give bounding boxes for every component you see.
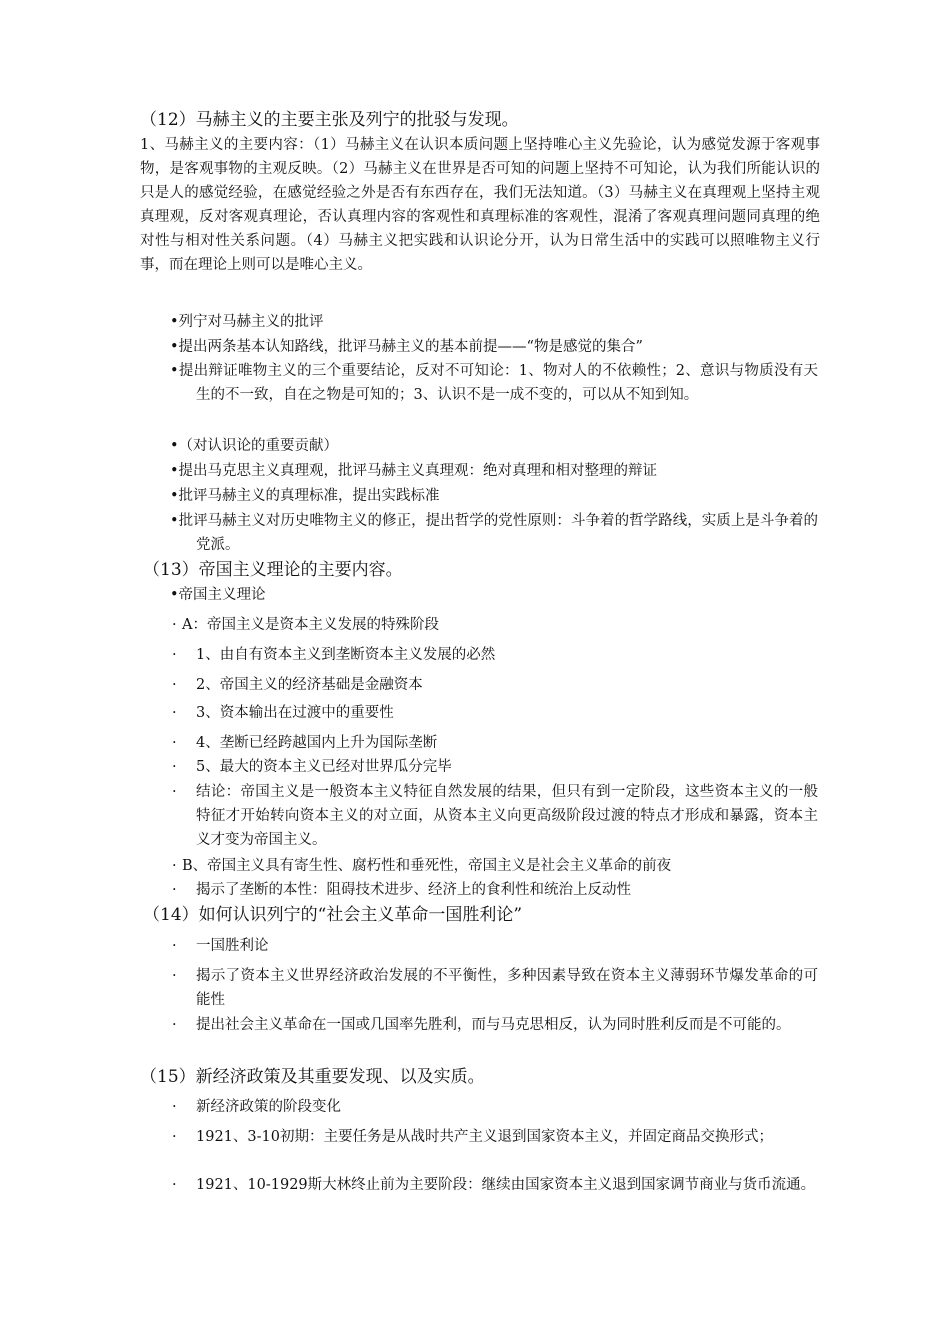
list-item — [170, 878, 818, 902]
list-item — [170, 1013, 818, 1037]
list-item-text: 结论：帝国主义是一般资本主义特征自然发展的结果，但只有到一定阶段，这些资本主义的一般特征才开始转向资本主义的对立面，从资本主义向更高级阶段过渡的特点才形成和暴露，资本主义才变为帝国主义。 — [196, 784, 818, 848]
list-marker: · — [172, 1129, 177, 1145]
section-14-title: （14）如何认识列宁的“社会主义革命一国胜利论” — [143, 905, 523, 925]
list-item-text: 5、最大的资本主义已经对世界瓜分完毕 — [196, 759, 452, 775]
bullet-item: •提出辩证唯物主义的三个重要结论，反对不可知论：1、物对人的不依赖性；2、意识与物质没有天生的不一致，自在之物是可知的；3、认识不是一成不变的，可以从不知到知。 — [170, 363, 818, 403]
list-marker: · — [172, 1099, 177, 1115]
list-marker: · — [172, 784, 177, 800]
bullet-item: •批评马赫主义的真理标准，提出实践标准 — [170, 488, 440, 504]
bullet-item: •批评马赫主义对历史唯物主义的修正，提出哲学的党性原则：斗争着的哲学路线，实质上是斗争着的党派。 — [170, 513, 818, 553]
bullet-item: •列宁对马赫主义的批评 — [170, 314, 324, 330]
bullet-item: •提出马克思主义真理观，批评马赫主义真理观：绝对真理和相对整理的辩证 — [170, 463, 658, 479]
list-item — [170, 701, 818, 725]
list-item — [170, 854, 818, 878]
list-item — [170, 731, 818, 755]
list-marker: · — [172, 759, 177, 775]
list-marker: · — [172, 705, 177, 721]
list-item — [170, 755, 818, 779]
list-item-text: 1921、3-10初期：主要任务是从战时共产主义退到国家资本主义，并固定商品交换形式； — [196, 1129, 773, 1145]
section-12-title: （12）马赫主义的主要主张及列宁的批驳与发现。 — [140, 110, 519, 130]
list-item — [170, 964, 818, 1012]
list-marker: · — [172, 677, 177, 693]
list-marker: · — [172, 1017, 177, 1033]
list-marker: · — [172, 1177, 177, 1193]
list-marker: · — [172, 617, 177, 633]
list-item-text: A：帝国主义是资本主义发展的特殊阶段 — [182, 617, 439, 633]
list-marker: · — [172, 938, 177, 954]
list-item-text: 揭示了资本主义世界经济政治发展的不平衡性，多种因素导致在资本主义薄弱环节爆发革命的可能性 — [196, 968, 818, 1008]
list-marker: · — [172, 968, 177, 984]
list-item-text: 1、由自有资本主义到垄断资本主义发展的必然 — [196, 647, 496, 663]
list-marker: · — [172, 647, 177, 663]
section-15-title: （15）新经济政策及其重要发现、以及实质。 — [140, 1067, 485, 1087]
list-item — [170, 1095, 818, 1119]
list-item — [170, 643, 818, 667]
list-item — [170, 613, 818, 637]
list-item — [170, 1125, 818, 1149]
list-marker: · — [172, 882, 177, 898]
list-item-text: 新经济政策的阶段变化 — [196, 1099, 341, 1115]
list-item-text: 2、帝国主义的经济基础是金融资本 — [196, 677, 423, 693]
list-item-text: 揭示了垄断的本性：阻碍技术进步、经济上的食利性和统治上反动性 — [196, 882, 631, 898]
list-item-text: 1921、10-1929斯大林终止前为主要阶段：继续由国家资本主义退到国家调节商业与货币流通。 — [196, 1177, 816, 1193]
list-marker: · — [172, 735, 177, 751]
list-item-text: 3、资本输出在过渡中的重要性 — [196, 705, 394, 721]
bullet-item: •提出两条基本认知路线，批评马赫主义的基本前提——“物是感觉的集合” — [170, 339, 643, 355]
list-item — [170, 1173, 818, 1197]
list-item — [170, 780, 818, 852]
section-12-paragraph: 1、马赫主义的主要内容：（1）马赫主义在认识本质问题上坚持唯心主义先验论，认为感觉发源于客观事物，是客观事物的主观反映。（2）马赫主义在世界是否可知的问题上坚持不可知论，认为我们所能认识的只是人的感觉经验，在感觉经验之外是否有东西存在，我们无法知道。（3）马赫主义在真理观上坚持主观真理观，反对客观真理论，否认真理内容的客观性和真理标准的客观性，混淆了客观真理问题同真理的绝对性与相对性关系问题。（4）马赫主义把实践和认识论分开，认为日常生活中的实践可以照唯物主义行事，而在理论上则可以是唯心主义。 — [140, 137, 820, 273]
list-item-text: 4、垄断已经跨越国内上升为国际垄断 — [196, 735, 438, 751]
list-item — [170, 934, 818, 958]
list-marker: · — [172, 858, 177, 874]
list-item-text: 提出社会主义革命在一国或几国率先胜利，而与马克思相反，认为同时胜利反而是不可能的。 — [196, 1017, 791, 1033]
list-item-text: 一国胜利论 — [196, 938, 269, 954]
bullet-item: •（对认识论的重要贡献） — [170, 438, 339, 454]
list-item-text: B、帝国主义具有寄生性、腐朽性和垂死性，帝国主义是社会主义革命的前夜 — [182, 858, 672, 874]
list-item — [170, 673, 818, 697]
bullet-item: •帝国主义理论 — [170, 587, 266, 603]
section-13-title: （13）帝国主义理论的主要内容。 — [143, 560, 403, 580]
